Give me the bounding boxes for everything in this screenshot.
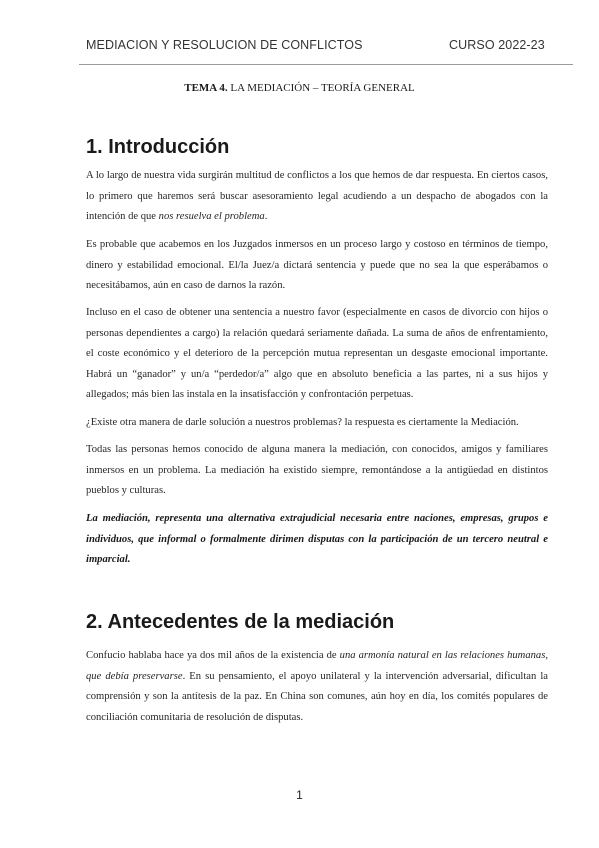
header-course: CURSO 2022-23 bbox=[449, 38, 545, 52]
paragraph-text: A lo largo de nuestra vida surgirán multitud de conflictos a los que hemos de dar respuesta. En ciertos casos, lo primero que haremos será buscar asesoramiento legal acudiendo a un despacho de abogados con la intención de que bbox=[86, 170, 548, 222]
paragraph-text: . En su pensamiento, el apoyo unilateral y la intervención adversarial, dificultan la comprensión y son la antítesis de la paz. En China son comunes, aún hoy en día, los comités populares de conciliación comunitaria de resolución de disputas. bbox=[86, 670, 548, 723]
paragraph: Incluso en el caso de obtener una sentencia a nuestro favor (especialmente en casos de divorcio con hijos o personas dependientes a cargo) la relación quedará seriamente dañada. La suma de años de enfrentamiento, el coste económico y el deterioro de la percepción mutua representan un desgaste emocional importante. Habrá un “ganador” y un/a “perdedor/a” algo que en absoluto beneficia a las partes, ni a sus hijos y allegados; más bien las instala en la insatisfacción y confrontación perpetuas. bbox=[86, 307, 548, 400]
paragraph-text: Confucio hablaba hace ya dos mil años de la existencia de bbox=[86, 650, 340, 661]
header-divider bbox=[79, 64, 573, 65]
paragraph: Es probable que acabemos en los Juzgados inmersos en un proceso largo y costoso en términos de tiempo, dinero y estabilidad emocional. El/la Juez/a dictará sentencia y puede que no sea la que esperábamos o necesitábamos, aún en caso de darnos la razón. bbox=[86, 239, 548, 291]
paragraph-italic: nos resuelva el problema bbox=[158, 211, 265, 222]
header-title: MEDIACION Y RESOLUCION DE CONFLICTOS bbox=[86, 38, 363, 52]
emphasis-paragraph: La mediación, representa una alternativa extrajudicial necesaria entre naciones, empresas, grupos e individuos, que informal o formalmente dirimen disputas con la participación de un tercero neutral e imparcial. bbox=[86, 513, 548, 565]
paragraph: Todas las personas hemos conocido de alguna manera la mediación, con conocidos, amigos y familiares inmersos en un problema. La mediación ha existido siempre, remontándose a la antigüedad en distintos pueblos y culturas. bbox=[86, 444, 548, 496]
tema-title: LA MEDIACIÓN – TEORÍA GENERAL bbox=[227, 82, 415, 94]
paragraph: ¿Existe otra manera de darle solución a nuestros problemas? la respuesta es ciertamente la Mediación. bbox=[86, 417, 519, 428]
paragraph-text: . bbox=[264, 211, 268, 222]
page-number: 1 bbox=[296, 788, 303, 802]
paragraph-italic: una armonía natural en las relaciones humanas, que debía preservarse bbox=[86, 650, 548, 682]
section-heading-antecedentes: 2. Antecedentes de la mediación bbox=[86, 611, 395, 633]
document-subtitle bbox=[0, 82, 599, 94]
paragraph bbox=[86, 646, 548, 728]
section-heading-introduccion: 1. Introducción bbox=[86, 136, 230, 158]
paragraph bbox=[86, 166, 548, 228]
tema-number: TEMA 4. bbox=[184, 82, 228, 94]
